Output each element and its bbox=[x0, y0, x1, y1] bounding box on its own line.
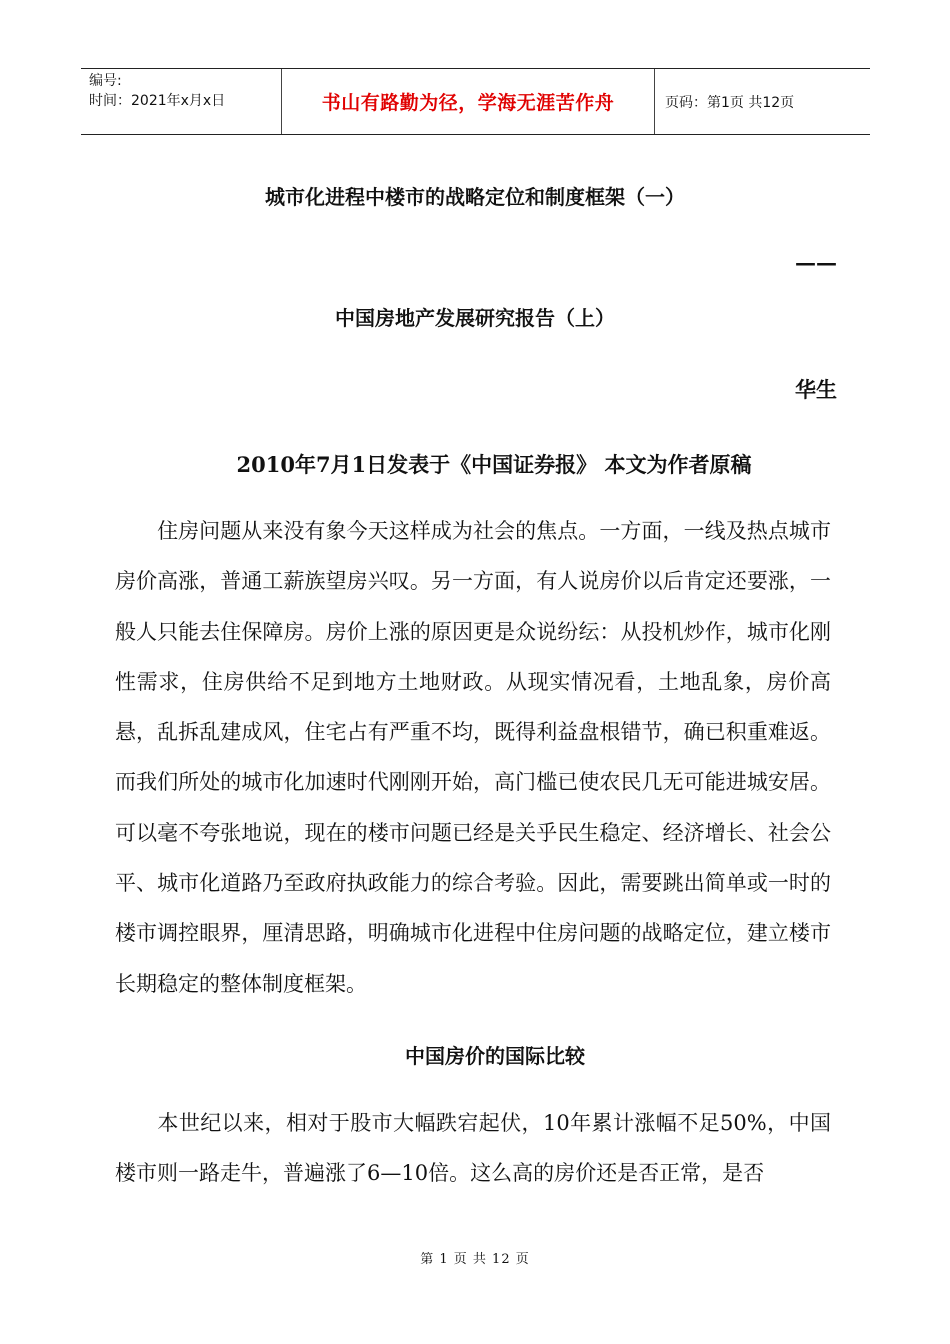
paragraph-intro bbox=[115, 506, 831, 1009]
document-title: 城市化进程中楼市的战略定位和制度框架（一） bbox=[265, 185, 685, 209]
author-name: 华生 bbox=[795, 377, 837, 402]
publication-info: 2010年7月1日发表于《中国证券报》 本文为作者原稿 bbox=[236, 452, 752, 477]
page-footer: 第 1 页 共 12 页 bbox=[420, 1252, 530, 1267]
document-subtitle: 中国房地产发展研究报告（上） bbox=[335, 306, 615, 330]
paragraph-comparison bbox=[115, 1098, 831, 1199]
paragraph-intro-text: 住房问题从来没有象今天这样成为社会的焦点。一方面，一线及热点城市房价高涨，普通工薪族望房兴叹。另一方面，有人说房价以后肯定还要涨，一般人只能去住保障房。房价上涨的原因更是众说纷纭：从投机炒作，城市化刚性需求，住房供给不足到地方土地财政。从现实情况看，土地乱象，房价高悬，乱拆乱建成风，住宅占有严重不均，既得利益盘根错节，确已积重难返。而我们所处的城市化加速时代刚刚开始，高门槛已使农民几无可能进城安居。可以毫不夸张地说，现在的楼市问题已经是关乎民生稳定、经济增长、社会公平、城市化道路乃至政府执政能力的综合考验。因此，需要跳出简单或一时的楼市调控眼界，厘清思路，明确城市化进程中住房问题的战略定位，建立楼市长期稳定的整体制度框架。 bbox=[115, 519, 831, 996]
header-motto: 书山有路勤为径，学海无涯苦作舟 bbox=[281, 69, 655, 134]
serial-label: 编号: bbox=[89, 73, 122, 89]
section-heading: 中国房价的国际比较 bbox=[405, 1044, 585, 1068]
paragraph-comparison-text: 本世纪以来，相对于股市大幅跌宕起伏，10年累计涨幅不足50%，中国楼市则一路走牛，普遍涨了6—10倍。这么高的房价还是否正常，是否 bbox=[115, 1111, 831, 1186]
header-meta bbox=[81, 69, 281, 134]
header-table bbox=[81, 68, 870, 135]
header-page-info: 页码：第1页 共12页 bbox=[665, 94, 795, 111]
title-dash: —— bbox=[795, 250, 837, 275]
time-label: 时间：2021年x月x日 bbox=[89, 93, 226, 109]
